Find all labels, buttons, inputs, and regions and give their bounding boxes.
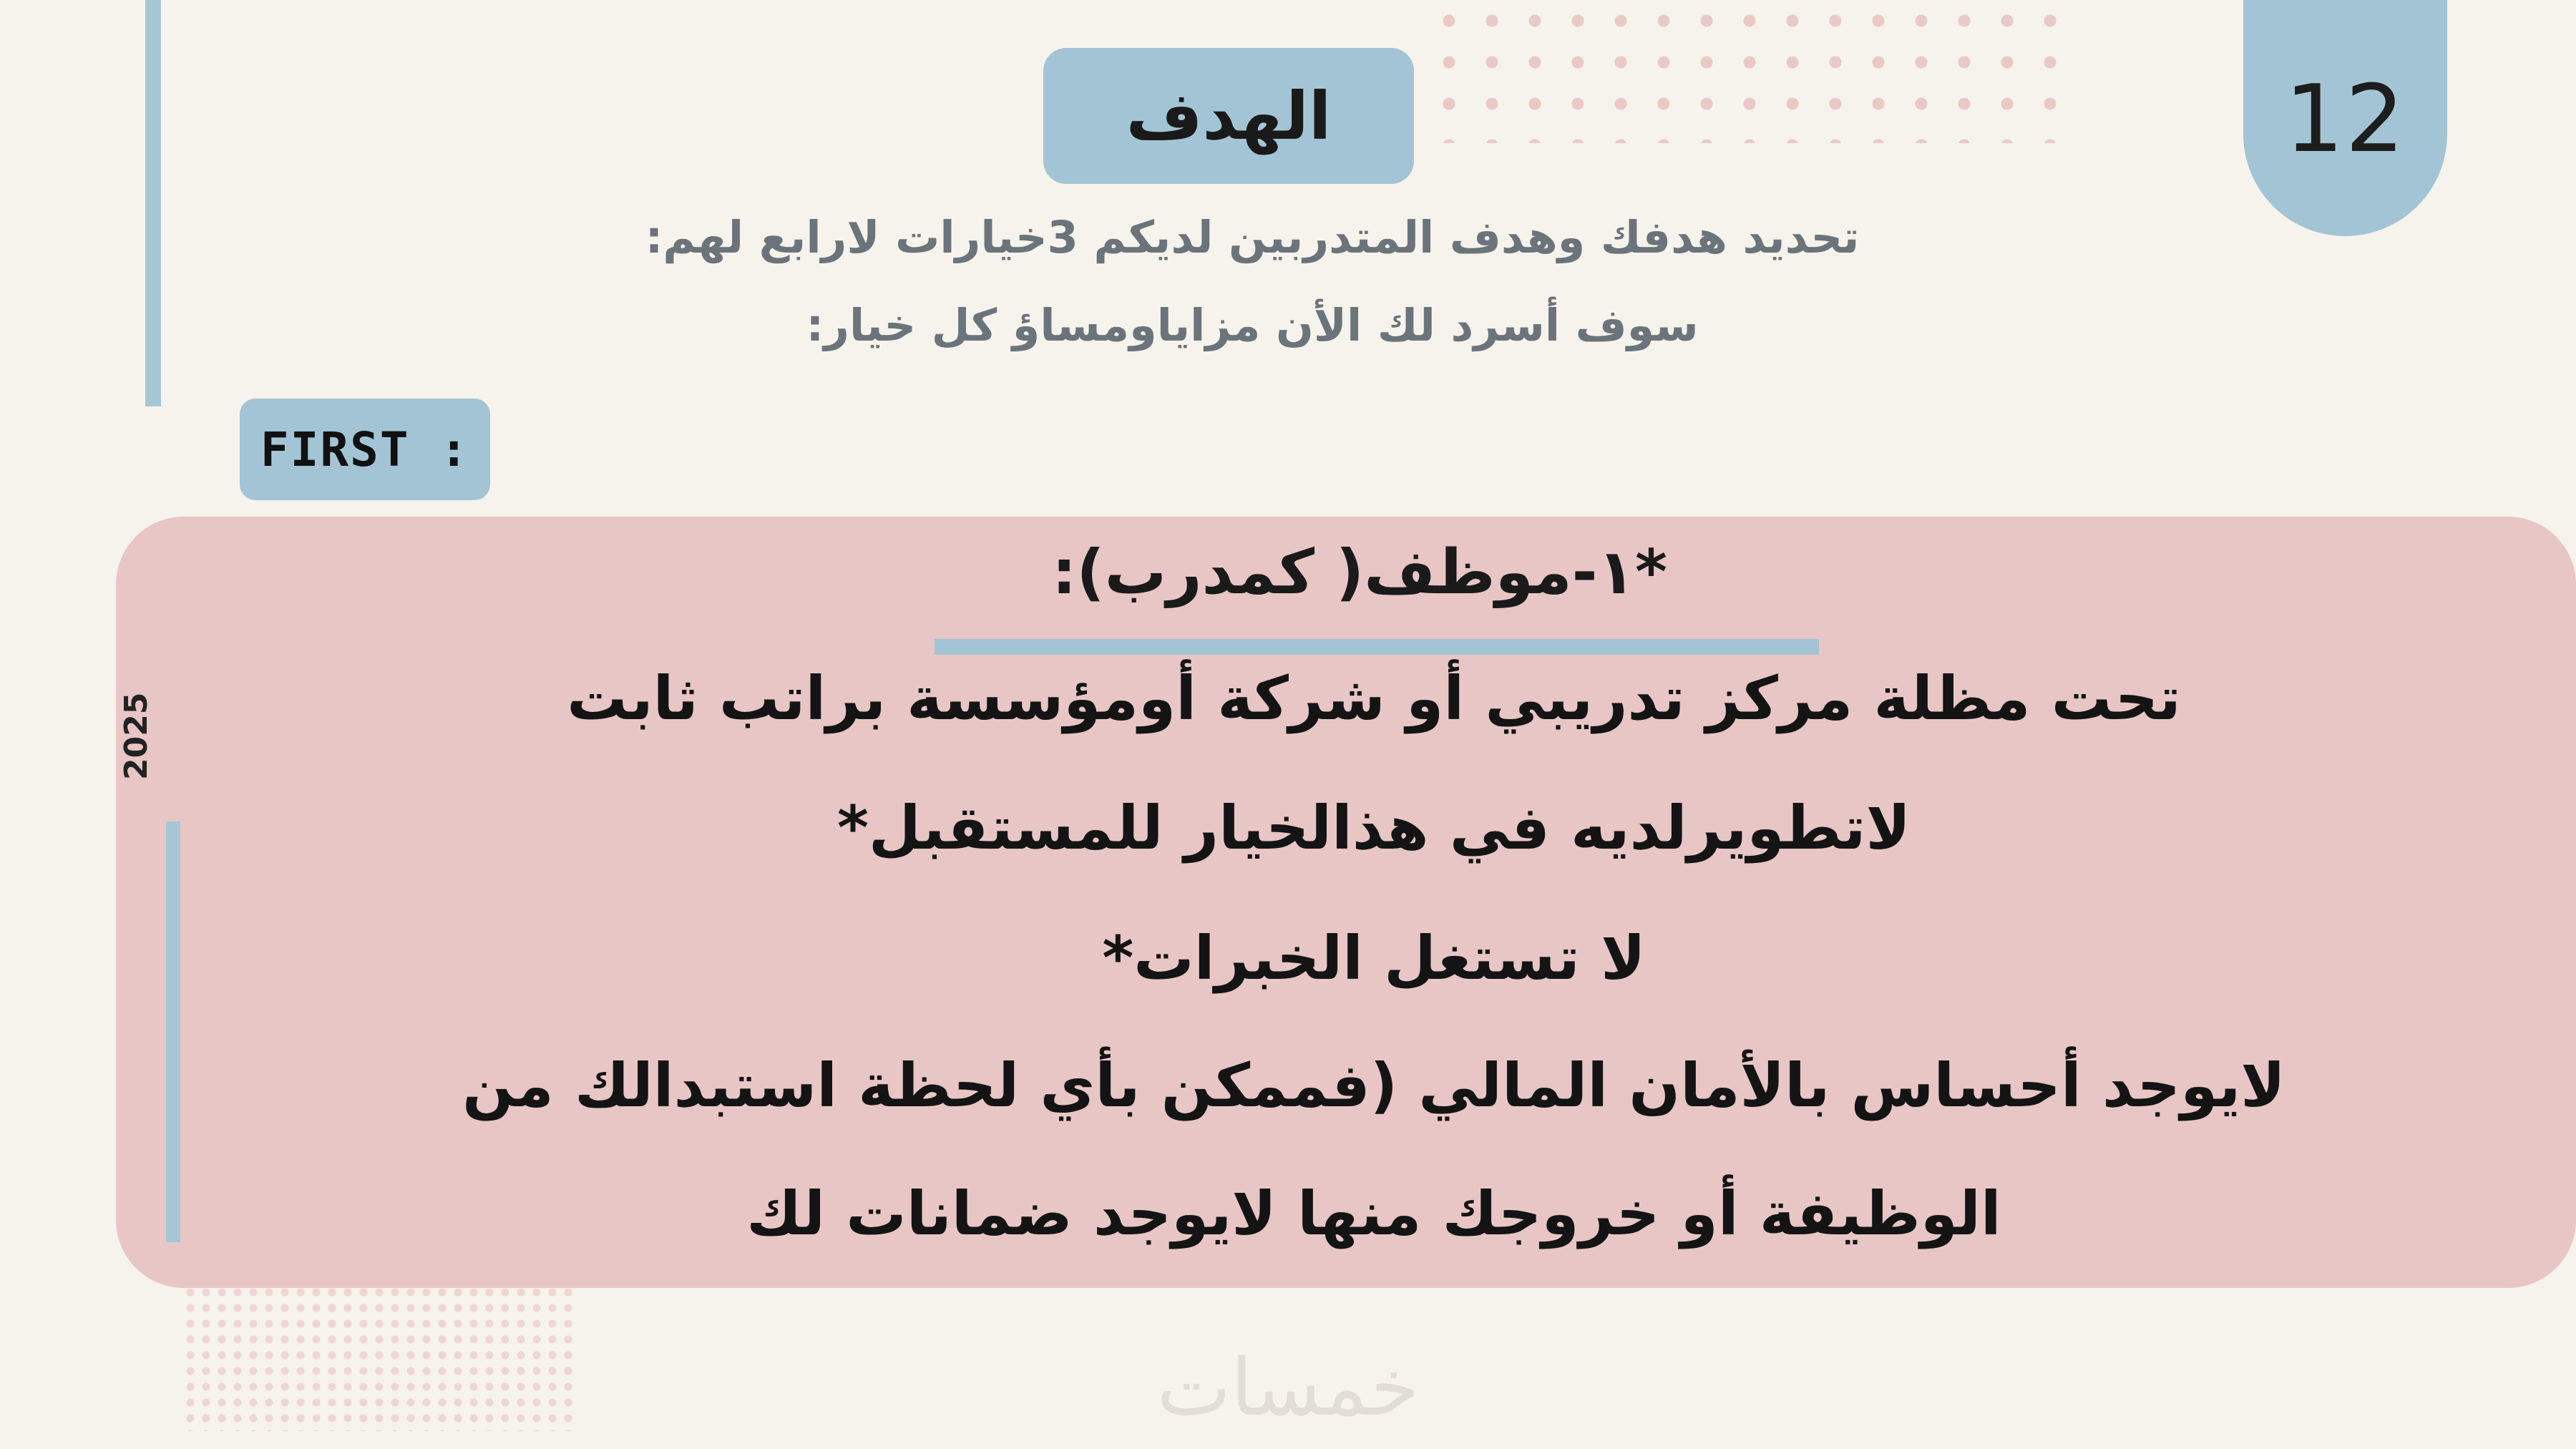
title-pill [1043, 48, 1414, 184]
page-title: الهدف [1126, 77, 1332, 155]
heading-underline [935, 639, 1819, 655]
card-line-5: الوظيفة أو خروجك منها لايوجد ضمانات لك [746, 1179, 2001, 1249]
decorative-dots-bottom [182, 1284, 576, 1431]
content-card [116, 517, 2576, 1288]
year-label: 2025 [118, 692, 155, 780]
card-line-2: لاتطويرلديه في هذالخيار للمستقبل* [836, 793, 1911, 863]
card-heading: *١-موظف( كمدرب): [1052, 537, 1667, 608]
accent-line-side [166, 821, 180, 1242]
subtitle-line-2: سوف أسرد لك الأن مزاياومساؤ كل خيار: [806, 299, 1699, 351]
accent-line-top [145, 0, 161, 406]
page-number-tab [2243, 0, 2447, 236]
card-line-1: تحت مظلة مركز تدريبي أو شركة أومؤسسة براتب ثابت [567, 663, 2181, 733]
subtitle-line-1: تحديد هدفك وهدف المتدربين لديكم 3خيارات لارابع لهم: [645, 211, 1860, 263]
card-line-3: لا تستغل الخبرات* [1102, 923, 1646, 993]
card-line-4: لايوجد أحساس بالأمان المالي (فممكن بأي لحظة استبدالك من [462, 1050, 2285, 1121]
decorative-dots-top [1428, 0, 2072, 143]
page-number: 12 [2284, 64, 2406, 173]
first-tag [240, 399, 490, 500]
watermark-logo: خمسات [1156, 1342, 1420, 1433]
first-tag-label: FIRST : [260, 421, 470, 477]
